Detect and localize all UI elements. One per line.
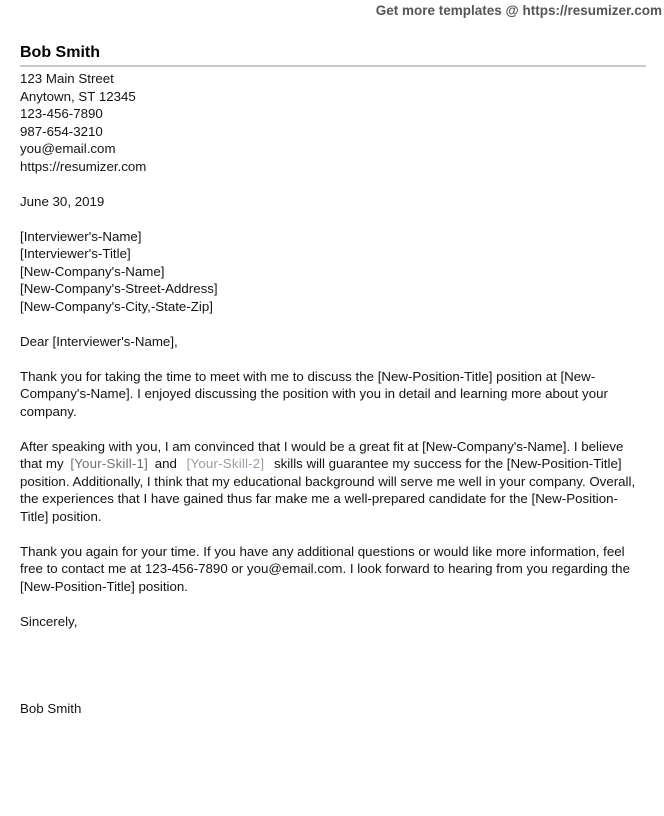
paragraph-skills <box>20 438 646 526</box>
recipient-block <box>20 228 646 316</box>
salutation: Dear [Interviewer's-Name], <box>20 333 178 349</box>
sender-address-block <box>20 70 646 175</box>
paragraph-skills-intro: After speaking with you, I am convinced that I would be a great fit at [New-Company's-Name]. I believe that my <box>20 438 624 471</box>
sender-city-state-zip: Anytown, ST 12345 <box>20 88 136 104</box>
paragraph-skills-conjunction: and <box>154 456 177 471</box>
letter-date: June 30, 2019 <box>20 193 105 209</box>
sender-email: you@email.com <box>20 141 116 156</box>
signature-name: Bob Smith <box>20 701 82 716</box>
paragraph-skills-rest: skills will guarantee my success for the [New-Position-Title] position. Additionally, I think that my educational background will serve me well in your company. Overall, the experiences that I have gained thus far make me a well-prepared candidate for the [New-Position-Title] position. <box>20 456 636 524</box>
recipient-street-placeholder: [New-Company's-Street-Address] <box>20 281 218 296</box>
template-source-banner: Get more templates @ https://resumizer.com <box>375 3 662 18</box>
sender-name-heading: Bob Smith <box>20 44 646 67</box>
recipient-name-placeholder: [Interviewer's-Name] <box>20 228 142 244</box>
paragraph-contact: Thank you again for your time. If you have any additional questions or would like more information, feel free to contact me at 123-456-7890 or you@email.com. I look forward to hearing from you regarding the [New-Position-Title] position. <box>20 543 630 594</box>
skill-2-form-field[interactable]: [Your-Skill-2] <box>186 456 265 471</box>
recipient-company-placeholder: [New-Company's-Name] <box>20 263 165 279</box>
recipient-city-placeholder: [New-Company's-City,-State-Zip] <box>20 298 213 314</box>
sender-phone-secondary: 987-654-3210 <box>20 123 103 139</box>
sender-phone-primary: 123-456-7890 <box>20 106 103 121</box>
sender-website: https://resumizer.com <box>20 158 147 174</box>
closing: Sincerely, <box>20 613 78 629</box>
skill-1-form-field[interactable]: [Your-Skill-1] <box>70 456 148 471</box>
sender-street: 123 Main Street <box>20 71 114 86</box>
paragraph-thank-you: Thank you for taking the time to meet with me to discuss the [New-Position-Title] position at [New-Company's-Name]. I enjoyed discussing the position with you in detail and learning more about your company. <box>20 368 608 419</box>
letter-content <box>20 44 646 718</box>
recipient-title-placeholder: [Interviewer's-Title] <box>20 246 131 261</box>
